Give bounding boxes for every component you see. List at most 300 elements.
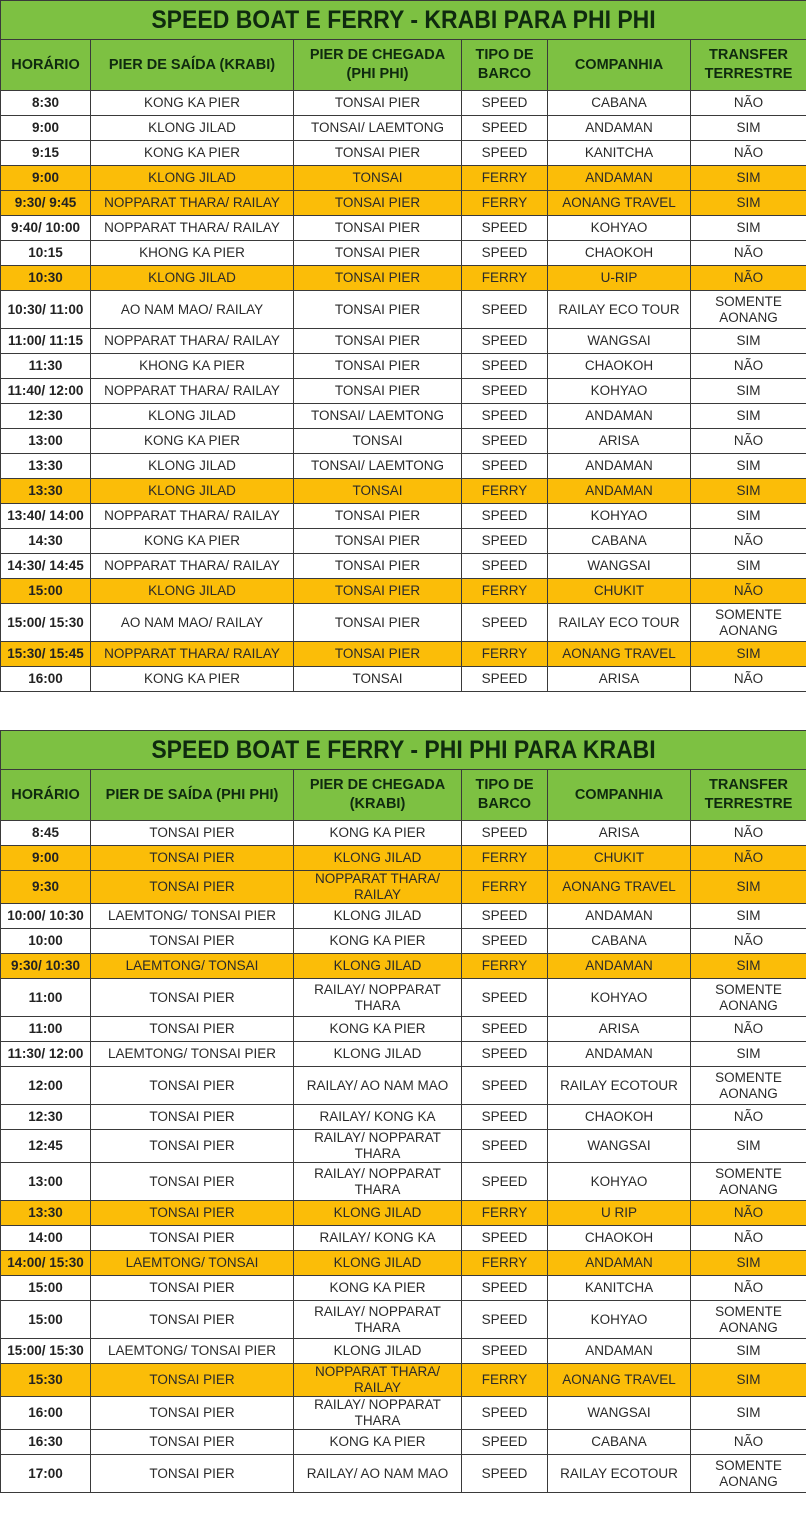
table-row	[1, 1301, 806, 1339]
company-cell: U RIP	[548, 1201, 691, 1226]
header-company: COMPANHIA	[548, 770, 691, 821]
time-cell: 11:30/ 12:00	[1, 1042, 91, 1067]
boat-type-cell: FERRY	[462, 954, 548, 979]
table-row	[1, 929, 806, 954]
departure-pier-cell: TONSAI PIER	[91, 929, 294, 954]
company-cell: ANDAMAN	[548, 1339, 691, 1364]
company-cell: KOHYAO	[548, 379, 691, 404]
transfer-cell: SIM	[691, 379, 806, 404]
boat-type-cell: SPEED	[462, 429, 548, 454]
header-departure-pier: PIER DE SAÍDA (PHI PHI)	[91, 770, 294, 821]
departure-pier-cell: KONG KA PIER	[91, 667, 294, 692]
company-cell: CABANA	[548, 91, 691, 116]
table-row	[1, 1226, 806, 1251]
time-cell: 15:30/ 15:45	[1, 642, 91, 667]
departure-pier-cell: TONSAI PIER	[91, 1226, 294, 1251]
boat-type-cell: SPEED	[462, 1067, 548, 1105]
departure-pier-cell: NOPPARAT THARA/ RAILAY	[91, 191, 294, 216]
boat-type-cell: SPEED	[462, 979, 548, 1017]
table-row	[1, 1017, 806, 1042]
header-transfer: TRANSFER TERRESTRE	[691, 40, 806, 91]
header-boat-type: TIPO DE BARCO	[462, 770, 548, 821]
boat-type-cell: SPEED	[462, 216, 548, 241]
arrival-pier-cell: TONSAI/ LAEMTONG	[294, 454, 462, 479]
time-cell: 12:00	[1, 1067, 91, 1105]
company-cell: CABANA	[548, 529, 691, 554]
time-cell: 9:30/ 10:30	[1, 954, 91, 979]
transfer-cell: SIM	[691, 904, 806, 929]
arrival-pier-cell: TONSAI PIER	[294, 379, 462, 404]
transfer-cell: NÃO	[691, 354, 806, 379]
table-row	[1, 1042, 806, 1067]
table-row	[1, 846, 806, 871]
transfer-cell: SOMENTE AONANG	[691, 604, 806, 642]
table-title-row	[1, 731, 806, 770]
table-row	[1, 266, 806, 291]
arrival-pier-cell: KLONG JILAD	[294, 1042, 462, 1067]
company-cell: ANDAMAN	[548, 404, 691, 429]
header-arrival-pier: PIER DE CHEGADA (PHI PHI)	[294, 40, 462, 91]
time-cell: 9:00	[1, 846, 91, 871]
table-row	[1, 166, 806, 191]
company-cell: ANDAMAN	[548, 904, 691, 929]
boat-type-cell: SPEED	[462, 1163, 548, 1201]
company-cell: RAILAY ECO TOUR	[548, 291, 691, 329]
table-row	[1, 429, 806, 454]
table-row	[1, 579, 806, 604]
boat-type-cell: SPEED	[462, 667, 548, 692]
header-time: HORÁRIO	[1, 770, 91, 821]
table-row	[1, 216, 806, 241]
table-row	[1, 979, 806, 1017]
boat-type-cell: SPEED	[462, 1042, 548, 1067]
time-cell: 8:30	[1, 91, 91, 116]
transfer-cell: SIM	[691, 191, 806, 216]
table-row	[1, 904, 806, 929]
boat-type-cell: SPEED	[462, 141, 548, 166]
time-cell: 12:30	[1, 404, 91, 429]
transfer-cell: SOMENTE AONANG	[691, 1067, 806, 1105]
departure-pier-cell: KLONG JILAD	[91, 454, 294, 479]
transfer-cell: NÃO	[691, 91, 806, 116]
boat-type-cell: SPEED	[462, 504, 548, 529]
departure-pier-cell: TONSAI PIER	[91, 1397, 294, 1430]
transfer-cell: SIM	[691, 479, 806, 504]
departure-pier-cell: TONSAI PIER	[91, 1201, 294, 1226]
boat-type-cell: SPEED	[462, 1226, 548, 1251]
header-company: COMPANHIA	[548, 40, 691, 91]
arrival-pier-cell: RAILAY/ KONG KA	[294, 1105, 462, 1130]
time-cell: 13:00	[1, 429, 91, 454]
table-row	[1, 1067, 806, 1105]
table-row	[1, 1130, 806, 1163]
boat-type-cell: SPEED	[462, 454, 548, 479]
transfer-cell: SOMENTE AONANG	[691, 1301, 806, 1339]
company-cell: CHUKIT	[548, 846, 691, 871]
transfer-cell: NÃO	[691, 1226, 806, 1251]
table-row	[1, 529, 806, 554]
transfer-cell: SIM	[691, 954, 806, 979]
company-cell: ARISA	[548, 667, 691, 692]
boat-type-cell: SPEED	[462, 91, 548, 116]
departure-pier-cell: LAEMTONG/ TONSAI PIER	[91, 904, 294, 929]
company-cell: RAILAY ECO TOUR	[548, 604, 691, 642]
transfer-cell: NÃO	[691, 1105, 806, 1130]
company-cell: AONANG TRAVEL	[548, 642, 691, 667]
time-cell: 16:30	[1, 1430, 91, 1455]
arrival-pier-cell: TONSAI	[294, 667, 462, 692]
company-cell: CHAOKOH	[548, 1226, 691, 1251]
boat-type-cell: SPEED	[462, 329, 548, 354]
table-row	[1, 479, 806, 504]
table-row	[1, 667, 806, 692]
company-cell: U-RIP	[548, 266, 691, 291]
header-row	[1, 770, 806, 821]
table-row	[1, 1201, 806, 1226]
time-cell: 13:30	[1, 479, 91, 504]
arrival-pier-cell: TONSAI PIER	[294, 354, 462, 379]
transfer-cell: SIM	[691, 116, 806, 141]
transfer-cell: SIM	[691, 216, 806, 241]
company-cell: CHUKIT	[548, 579, 691, 604]
time-cell: 15:00	[1, 1301, 91, 1339]
departure-pier-cell: TONSAI PIER	[91, 1130, 294, 1163]
arrival-pier-cell: TONSAI/ LAEMTONG	[294, 404, 462, 429]
company-cell: ARISA	[548, 429, 691, 454]
schedule-table	[0, 730, 806, 1493]
departure-pier-cell: AO NAM MAO/ RAILAY	[91, 604, 294, 642]
table-row	[1, 91, 806, 116]
arrival-pier-cell: TONSAI PIER	[294, 329, 462, 354]
company-cell: ANDAMAN	[548, 166, 691, 191]
arrival-pier-cell: NOPPARAT THARA/ RAILAY	[294, 871, 462, 904]
transfer-cell: NÃO	[691, 241, 806, 266]
time-cell: 11:30	[1, 354, 91, 379]
boat-type-cell: SPEED	[462, 116, 548, 141]
departure-pier-cell: TONSAI PIER	[91, 1276, 294, 1301]
company-cell: WANGSAI	[548, 1397, 691, 1430]
arrival-pier-cell: RAILAY/ NOPPARAT THARA	[294, 1301, 462, 1339]
departure-pier-cell: TONSAI PIER	[91, 1105, 294, 1130]
company-cell: WANGSAI	[548, 554, 691, 579]
boat-type-cell: FERRY	[462, 479, 548, 504]
time-cell: 10:00/ 10:30	[1, 904, 91, 929]
boat-type-cell: SPEED	[462, 1017, 548, 1042]
time-cell: 10:15	[1, 241, 91, 266]
arrival-pier-cell: KONG KA PIER	[294, 1017, 462, 1042]
company-cell: KOHYAO	[548, 216, 691, 241]
departure-pier-cell: TONSAI PIER	[91, 821, 294, 846]
company-cell: CHAOKOH	[548, 241, 691, 266]
arrival-pier-cell: KONG KA PIER	[294, 821, 462, 846]
arrival-pier-cell: NOPPARAT THARA/ RAILAY	[294, 1364, 462, 1397]
company-cell: ANDAMAN	[548, 1251, 691, 1276]
arrival-pier-cell: RAILAY/ KONG KA	[294, 1226, 462, 1251]
transfer-cell: NÃO	[691, 429, 806, 454]
departure-pier-cell: KLONG JILAD	[91, 166, 294, 191]
time-cell: 9:40/ 10:00	[1, 216, 91, 241]
transfer-cell: SIM	[691, 1397, 806, 1430]
time-cell: 14:30/ 14:45	[1, 554, 91, 579]
departure-pier-cell: KLONG JILAD	[91, 479, 294, 504]
company-cell: RAILAY ECOTOUR	[548, 1455, 691, 1493]
arrival-pier-cell: TONSAI PIER	[294, 191, 462, 216]
boat-type-cell: SPEED	[462, 241, 548, 266]
transfer-cell: SIM	[691, 1339, 806, 1364]
arrival-pier-cell: TONSAI PIER	[294, 266, 462, 291]
departure-pier-cell: TONSAI PIER	[91, 1163, 294, 1201]
table-row	[1, 116, 806, 141]
transfer-cell: NÃO	[691, 1201, 806, 1226]
arrival-pier-cell: RAILAY/ NOPPARAT THARA	[294, 1397, 462, 1430]
schedule-phiphi-to-krabi	[0, 730, 806, 1493]
arrival-pier-cell: TONSAI PIER	[294, 529, 462, 554]
company-cell: KANITCHA	[548, 1276, 691, 1301]
transfer-cell: SIM	[691, 454, 806, 479]
table-row	[1, 1455, 806, 1493]
transfer-cell: NÃO	[691, 1017, 806, 1042]
table-row	[1, 354, 806, 379]
company-cell: CHAOKOH	[548, 354, 691, 379]
departure-pier-cell: TONSAI PIER	[91, 1455, 294, 1493]
table-row	[1, 1364, 806, 1397]
boat-type-cell: SPEED	[462, 1339, 548, 1364]
time-cell: 9:00	[1, 116, 91, 141]
departure-pier-cell: TONSAI PIER	[91, 846, 294, 871]
boat-type-cell: SPEED	[462, 821, 548, 846]
header-row	[1, 40, 806, 91]
departure-pier-cell: KLONG JILAD	[91, 404, 294, 429]
arrival-pier-cell: TONSAI/ LAEMTONG	[294, 116, 462, 141]
transfer-cell: SOMENTE AONANG	[691, 291, 806, 329]
time-cell: 15:00	[1, 579, 91, 604]
transfer-cell: NÃO	[691, 529, 806, 554]
arrival-pier-cell: RAILAY/ NOPPARAT THARA	[294, 1130, 462, 1163]
transfer-cell: SIM	[691, 1364, 806, 1397]
table-row	[1, 821, 806, 846]
table-row	[1, 954, 806, 979]
departure-pier-cell: LAEMTONG/ TONSAI	[91, 1251, 294, 1276]
transfer-cell: NÃO	[691, 821, 806, 846]
departure-pier-cell: AO NAM MAO/ RAILAY	[91, 291, 294, 329]
company-cell: CABANA	[548, 929, 691, 954]
company-cell: AONANG TRAVEL	[548, 191, 691, 216]
time-cell: 14:00	[1, 1226, 91, 1251]
company-cell: ARISA	[548, 821, 691, 846]
table-row	[1, 1105, 806, 1130]
time-cell: 14:00/ 15:30	[1, 1251, 91, 1276]
arrival-pier-cell: KLONG JILAD	[294, 1201, 462, 1226]
departure-pier-cell: TONSAI PIER	[91, 1067, 294, 1105]
company-cell: ARISA	[548, 1017, 691, 1042]
arrival-pier-cell: TONSAI	[294, 166, 462, 191]
boat-type-cell: SPEED	[462, 379, 548, 404]
schedule-krabi-to-phiphi	[0, 0, 806, 692]
time-cell: 15:00/ 15:30	[1, 1339, 91, 1364]
boat-type-cell: SPEED	[462, 404, 548, 429]
departure-pier-cell: NOPPARAT THARA/ RAILAY	[91, 379, 294, 404]
transfer-cell: NÃO	[691, 1430, 806, 1455]
arrival-pier-cell: RAILAY/ AO NAM MAO	[294, 1067, 462, 1105]
transfer-cell: SIM	[691, 1042, 806, 1067]
table-row	[1, 871, 806, 904]
departure-pier-cell: KHONG KA PIER	[91, 354, 294, 379]
departure-pier-cell: KONG KA PIER	[91, 91, 294, 116]
departure-pier-cell: TONSAI PIER	[91, 1301, 294, 1339]
company-cell: KOHYAO	[548, 1163, 691, 1201]
company-cell: KOHYAO	[548, 504, 691, 529]
table-row	[1, 1397, 806, 1430]
header-departure-pier: PIER DE SAÍDA (KRABI)	[91, 40, 294, 91]
time-cell: 13:30	[1, 1201, 91, 1226]
arrival-pier-cell: TONSAI PIER	[294, 579, 462, 604]
time-cell: 8:45	[1, 821, 91, 846]
arrival-pier-cell: TONSAI PIER	[294, 291, 462, 329]
arrival-pier-cell: TONSAI PIER	[294, 216, 462, 241]
departure-pier-cell: KONG KA PIER	[91, 429, 294, 454]
arrival-pier-cell: KLONG JILAD	[294, 904, 462, 929]
table-row	[1, 329, 806, 354]
transfer-cell: NÃO	[691, 667, 806, 692]
table-body	[1, 91, 806, 692]
boat-type-cell: FERRY	[462, 579, 548, 604]
time-cell: 12:30	[1, 1105, 91, 1130]
header-boat-type: TIPO DE BARCO	[462, 40, 548, 91]
company-cell: ANDAMAN	[548, 954, 691, 979]
company-cell: ANDAMAN	[548, 454, 691, 479]
boat-type-cell: FERRY	[462, 266, 548, 291]
time-cell: 11:40/ 12:00	[1, 379, 91, 404]
departure-pier-cell: LAEMTONG/ TONSAI	[91, 954, 294, 979]
arrival-pier-cell: KLONG JILAD	[294, 846, 462, 871]
transfer-cell: NÃO	[691, 929, 806, 954]
table-row	[1, 604, 806, 642]
departure-pier-cell: KLONG JILAD	[91, 579, 294, 604]
table-body	[1, 821, 806, 1493]
table-title: SPEED BOAT E FERRY - KRABI PARA PHI PHI	[151, 6, 656, 34]
table-row	[1, 1339, 806, 1364]
company-cell: CHAOKOH	[548, 1105, 691, 1130]
schedule-table	[0, 0, 806, 692]
departure-pier-cell: KONG KA PIER	[91, 529, 294, 554]
company-cell: ANDAMAN	[548, 479, 691, 504]
boat-type-cell: SPEED	[462, 1430, 548, 1455]
company-cell: WANGSAI	[548, 329, 691, 354]
departure-pier-cell: LAEMTONG/ TONSAI PIER	[91, 1042, 294, 1067]
time-cell: 10:30	[1, 266, 91, 291]
time-cell: 16:00	[1, 667, 91, 692]
table-row	[1, 554, 806, 579]
time-cell: 13:30	[1, 454, 91, 479]
transfer-cell: NÃO	[691, 846, 806, 871]
boat-type-cell: SPEED	[462, 554, 548, 579]
boat-type-cell: FERRY	[462, 1201, 548, 1226]
boat-type-cell: SPEED	[462, 1397, 548, 1430]
arrival-pier-cell: RAILAY/ NOPPARAT THARA	[294, 979, 462, 1017]
departure-pier-cell: NOPPARAT THARA/ RAILAY	[91, 642, 294, 667]
company-cell: ANDAMAN	[548, 1042, 691, 1067]
transfer-cell: NÃO	[691, 141, 806, 166]
arrival-pier-cell: TONSAI PIER	[294, 241, 462, 266]
arrival-pier-cell: TONSAI PIER	[294, 642, 462, 667]
boat-type-cell: FERRY	[462, 191, 548, 216]
transfer-cell: SIM	[691, 554, 806, 579]
boat-type-cell: FERRY	[462, 846, 548, 871]
time-cell: 10:30/ 11:00	[1, 291, 91, 329]
transfer-cell: SIM	[691, 871, 806, 904]
table-row	[1, 404, 806, 429]
transfer-cell: SIM	[691, 642, 806, 667]
transfer-cell: SIM	[691, 166, 806, 191]
header-time: HORÁRIO	[1, 40, 91, 91]
table-title: SPEED BOAT E FERRY - PHI PHI PARA KRABI	[151, 736, 656, 764]
boat-type-cell: SPEED	[462, 604, 548, 642]
transfer-cell: SOMENTE AONANG	[691, 1163, 806, 1201]
departure-pier-cell: KONG KA PIER	[91, 141, 294, 166]
arrival-pier-cell: KONG KA PIER	[294, 929, 462, 954]
arrival-pier-cell: TONSAI PIER	[294, 504, 462, 529]
company-cell: WANGSAI	[548, 1130, 691, 1163]
boat-type-cell: SPEED	[462, 291, 548, 329]
company-cell: KOHYAO	[548, 1301, 691, 1339]
arrival-pier-cell: KLONG JILAD	[294, 1339, 462, 1364]
boat-type-cell: FERRY	[462, 871, 548, 904]
arrival-pier-cell: RAILAY/ AO NAM MAO	[294, 1455, 462, 1493]
boat-type-cell: SPEED	[462, 354, 548, 379]
table-row	[1, 1163, 806, 1201]
company-cell: AONANG TRAVEL	[548, 871, 691, 904]
transfer-cell: SIM	[691, 329, 806, 354]
table-row	[1, 1430, 806, 1455]
arrival-pier-cell: KLONG JILAD	[294, 1251, 462, 1276]
boat-type-cell: FERRY	[462, 642, 548, 667]
company-cell: KOHYAO	[548, 979, 691, 1017]
table-row	[1, 379, 806, 404]
departure-pier-cell: TONSAI PIER	[91, 979, 294, 1017]
time-cell: 15:00	[1, 1276, 91, 1301]
transfer-cell: SIM	[691, 1130, 806, 1163]
boat-type-cell: SPEED	[462, 1301, 548, 1339]
boat-type-cell: SPEED	[462, 1130, 548, 1163]
departure-pier-cell: TONSAI PIER	[91, 1430, 294, 1455]
table-row	[1, 1276, 806, 1301]
time-cell: 12:45	[1, 1130, 91, 1163]
boat-type-cell: SPEED	[462, 904, 548, 929]
boat-type-cell: FERRY	[462, 1364, 548, 1397]
departure-pier-cell: TONSAI PIER	[91, 1364, 294, 1397]
time-cell: 15:30	[1, 1364, 91, 1397]
departure-pier-cell: TONSAI PIER	[91, 871, 294, 904]
time-cell: 17:00	[1, 1455, 91, 1493]
boat-type-cell: SPEED	[462, 1455, 548, 1493]
departure-pier-cell: TONSAI PIER	[91, 1017, 294, 1042]
company-cell: ANDAMAN	[548, 116, 691, 141]
time-cell: 9:15	[1, 141, 91, 166]
company-cell: RAILAY ECOTOUR	[548, 1067, 691, 1105]
time-cell: 11:00	[1, 1017, 91, 1042]
arrival-pier-cell: TONSAI PIER	[294, 604, 462, 642]
transfer-cell: NÃO	[691, 1276, 806, 1301]
boat-type-cell: SPEED	[462, 1105, 548, 1130]
time-cell: 11:00/ 11:15	[1, 329, 91, 354]
table-row	[1, 504, 806, 529]
transfer-cell: NÃO	[691, 579, 806, 604]
table-row	[1, 141, 806, 166]
arrival-pier-cell: KONG KA PIER	[294, 1276, 462, 1301]
time-cell: 13:40/ 14:00	[1, 504, 91, 529]
table-row	[1, 241, 806, 266]
arrival-pier-cell: TONSAI	[294, 429, 462, 454]
